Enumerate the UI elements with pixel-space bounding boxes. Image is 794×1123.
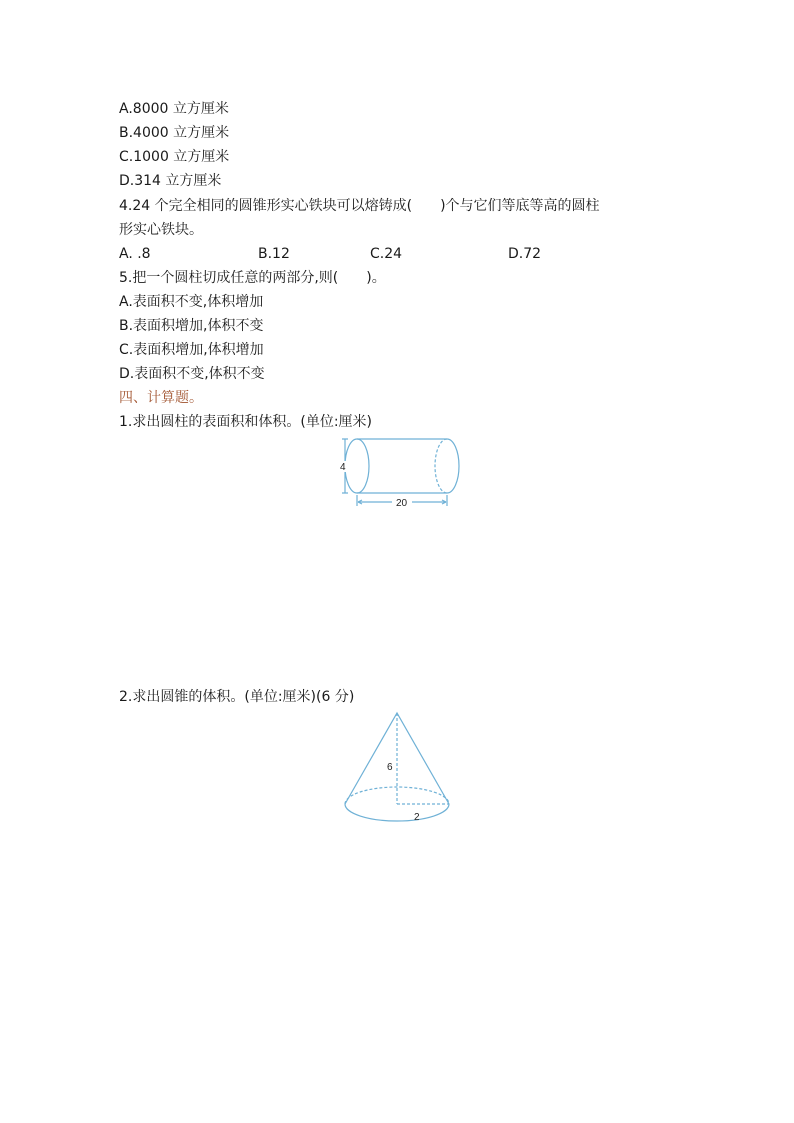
q5-stem: 5.把一个圆柱切成任意的两部分,则( )。 (119, 270, 386, 286)
q3-option-a: A.8000 立方厘米 (119, 101, 229, 117)
q4-options (119, 245, 619, 263)
q4-option-c: C.24 (370, 246, 403, 262)
q3-option-d: D.314 立方厘米 (119, 173, 222, 189)
cylinder-length-label: 20 (396, 498, 408, 509)
calc-q1: 1.求出圆柱的表面积和体积。(单位:厘米) (119, 414, 372, 430)
cone-height-label: 6 (387, 762, 393, 773)
cylinder-figure (330, 432, 470, 512)
q4-option-a: A. .8 (119, 246, 151, 262)
q4-stem-line2: 形实心铁块。 (119, 222, 203, 238)
section-heading: 四、计算题。 (119, 390, 203, 406)
cone-radius-label: 2 (414, 812, 420, 823)
q4-option-b: B.12 (258, 246, 290, 262)
q5-option-b: B.表面积增加,体积不变 (119, 318, 264, 334)
q5-option-c: C.表面积增加,体积增加 (119, 342, 264, 358)
q3-option-b: B.4000 立方厘米 (119, 125, 230, 141)
cylinder-height-label: 4 (340, 462, 346, 473)
calc-q2: 2.求出圆锥的体积。(单位:厘米)(6 分) (119, 689, 355, 705)
q3-option-c: C.1000 立方厘米 (119, 149, 230, 165)
q5-option-a: A.表面积不变,体积增加 (119, 294, 264, 310)
q4-stem-line1: 4.24 个完全相同的圆锥形实心铁块可以熔铸成( )个与它们等底等高的圆柱 (119, 198, 600, 214)
cone-figure (340, 708, 455, 830)
q4-option-d: D.72 (508, 246, 542, 262)
q5-option-d: D.表面积不变,体积不变 (119, 366, 265, 382)
